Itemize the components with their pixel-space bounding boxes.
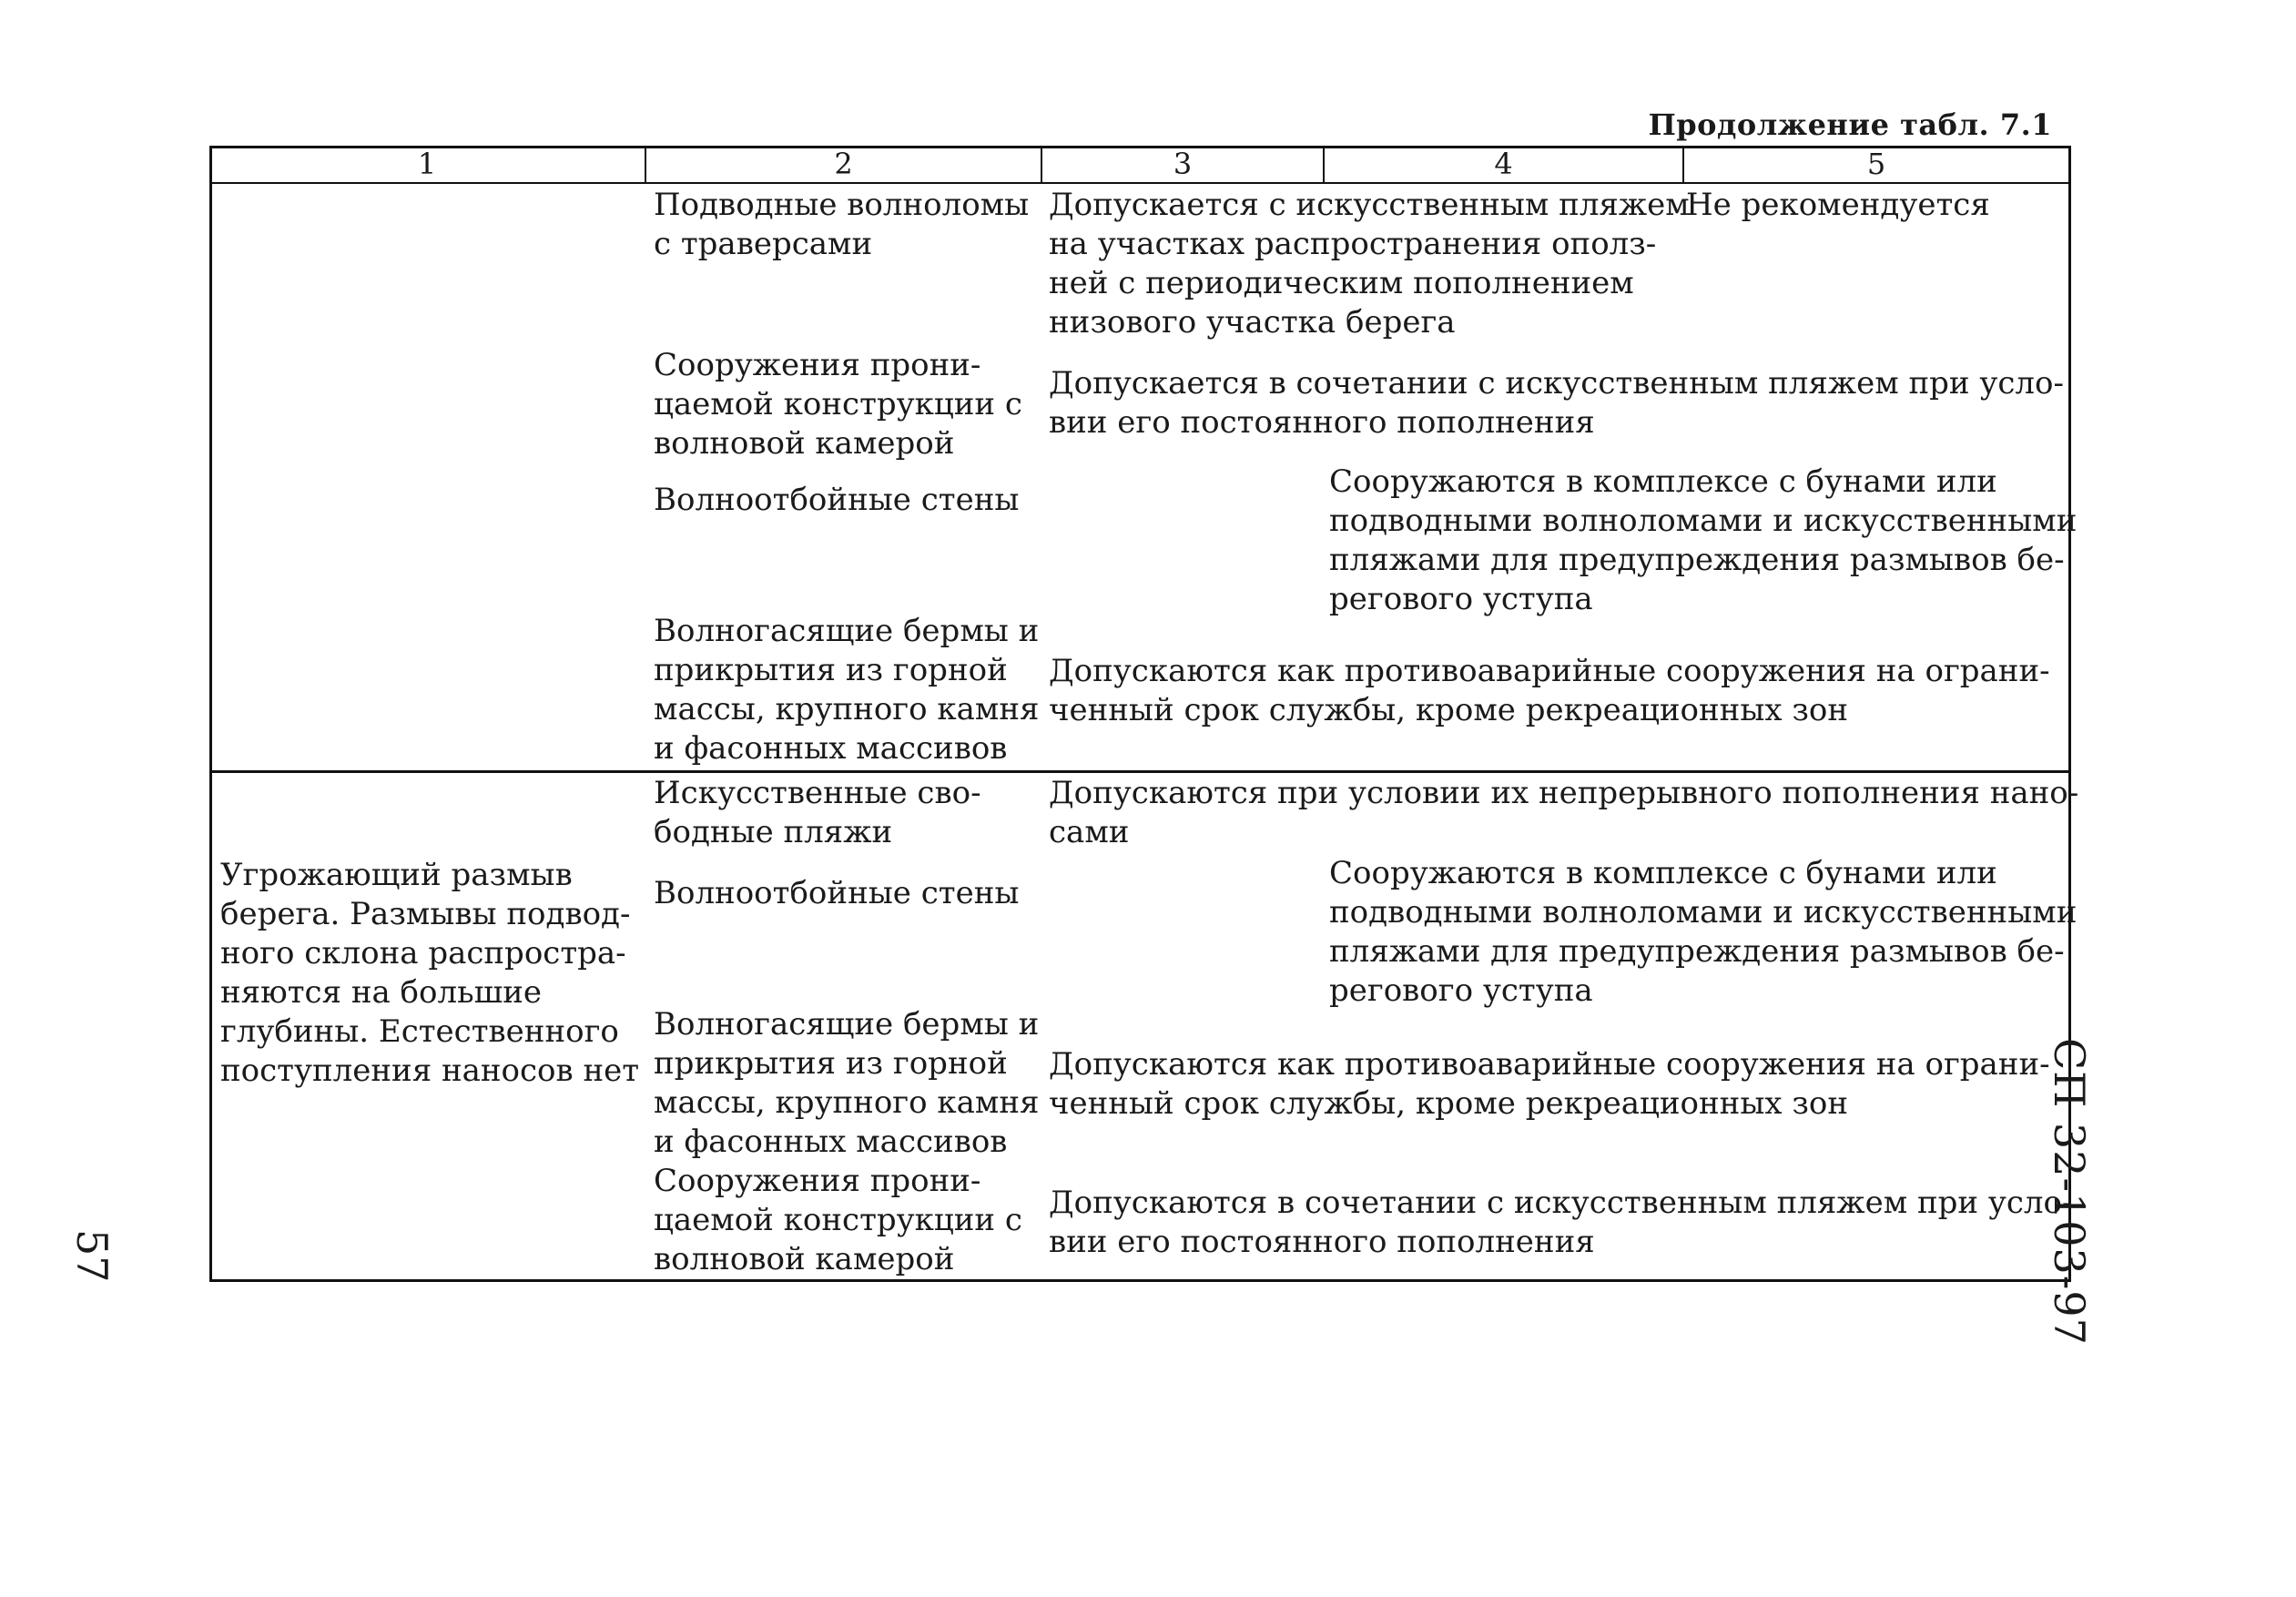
text-line: массы, крупного камня bbox=[654, 691, 1040, 727]
text-line: Искусственные сво- bbox=[654, 775, 981, 811]
text-line: Волногасящие бермы и bbox=[654, 1006, 1040, 1043]
text-line: пляжами для предупреждения размывов бе- bbox=[1329, 542, 2065, 578]
text-line: Угрожающий размыв bbox=[220, 857, 573, 893]
text-line: Сооружения прони- bbox=[654, 347, 981, 383]
usage-cell-col3-5 bbox=[1049, 364, 2064, 442]
text-line: волновой камерой bbox=[654, 425, 955, 462]
text-line: ней с периодическим пополнением bbox=[1049, 265, 1634, 301]
text-line: пляжами для предупреждения размывов бе- bbox=[1329, 933, 2065, 970]
text-line: Допускаются как противоаварийные сооружения на ограни- bbox=[1049, 653, 2050, 689]
text-line: цаемой конструкции с bbox=[654, 1202, 1022, 1238]
usage-cell-col5 bbox=[1686, 186, 1990, 225]
measure-cell bbox=[654, 186, 1029, 264]
usage-cell-col4-5 bbox=[1329, 854, 2077, 1011]
text-line: массы, крупного камня bbox=[654, 1084, 1040, 1121]
text-line: и фасонных массивов bbox=[654, 1124, 1008, 1160]
usage-cell-col3-5 bbox=[1049, 774, 2078, 852]
text-line: волновой камерой bbox=[654, 1241, 955, 1277]
section-divider bbox=[209, 770, 2071, 773]
usage-cell-col3-5 bbox=[1049, 652, 2050, 730]
text-line: Волногасящие бермы и bbox=[654, 613, 1040, 649]
text-line: берега. Размывы подвод- bbox=[220, 896, 631, 932]
text-line: цаемой конструкции с bbox=[654, 386, 1022, 422]
table-bottom-border bbox=[209, 1279, 2071, 1282]
text-line: сами bbox=[1049, 814, 1130, 850]
text-line: Не рекомендуется bbox=[1686, 187, 1990, 223]
text-line: прикрытия из горной bbox=[654, 652, 1008, 688]
measure-cell bbox=[654, 1162, 1022, 1279]
document-code: СП 32-103-97 bbox=[2045, 1038, 2094, 1346]
header-col-2: 2 bbox=[834, 147, 853, 181]
measure-cell bbox=[654, 612, 1039, 768]
header-col-5: 5 bbox=[1866, 147, 1886, 181]
text-line: подводными волноломами и искусственными bbox=[1329, 503, 2078, 539]
usage-cell-col4-5 bbox=[1329, 463, 2077, 619]
text-line: Подводные волноломы bbox=[654, 187, 1030, 223]
text-line: и фасонных массивов bbox=[654, 730, 1008, 767]
header-col-3: 3 bbox=[1173, 147, 1193, 181]
text-line: Допускаются как противоаварийные сооружения на ограни- bbox=[1049, 1046, 2050, 1083]
text-line: ченный срок службы, кроме рекреационных зон bbox=[1049, 692, 1849, 728]
text-line: Допускается с искусственным пляжем bbox=[1049, 187, 1690, 223]
usage-cell-col3-5 bbox=[1049, 1184, 2072, 1262]
text-line: ченный срок службы, кроме рекреационных зон bbox=[1049, 1085, 1849, 1122]
text-line: прикрытия из горной bbox=[654, 1045, 1008, 1082]
text-line: низового участка берега bbox=[1049, 304, 1456, 341]
condition-cell bbox=[220, 856, 639, 1091]
header-col-4: 4 bbox=[1494, 147, 1513, 181]
text-line: на участках распространения ополз- bbox=[1049, 226, 1657, 262]
text-line: регового уступа bbox=[1329, 972, 1593, 1009]
text-line: бодные пляжи bbox=[654, 814, 893, 850]
continuation-label: Продолжение табл. 7.1 bbox=[1648, 107, 2052, 142]
text-line: глубины. Естественного bbox=[220, 1013, 619, 1050]
text-line: регового уступа bbox=[1329, 581, 1593, 617]
usage-cell-col3-5 bbox=[1049, 1045, 2050, 1124]
page-number: 57 bbox=[67, 1229, 117, 1283]
text-line: Сооружения прони- bbox=[654, 1163, 981, 1199]
text-line: с траверсами bbox=[654, 226, 873, 262]
text-line: поступления наносов нет bbox=[220, 1053, 640, 1089]
text-line: ного склона распростра- bbox=[220, 935, 626, 971]
measure-cell bbox=[654, 1005, 1039, 1162]
header-bottom-border bbox=[209, 182, 2071, 184]
table-left-border bbox=[209, 146, 212, 1282]
text-line: вии его постоянного пополнения bbox=[1049, 1224, 1595, 1260]
text-line: Сооружаются в комплексе с бунами или bbox=[1329, 855, 1997, 891]
text-line: Волноотбойные стены bbox=[654, 482, 1020, 518]
text-line: подводными волноломами и искусственными bbox=[1329, 894, 2078, 931]
text-line: вии его постоянного пополнения bbox=[1049, 404, 1595, 441]
text-line: Допускаются при условии их непрерывного пополнения нано- bbox=[1049, 775, 2079, 811]
measure-cell bbox=[654, 874, 1019, 913]
usage-cell-col3-4 bbox=[1049, 186, 1690, 342]
text-line: няются на большие bbox=[220, 974, 542, 1011]
measure-cell bbox=[654, 774, 981, 852]
header-col-1: 1 bbox=[417, 147, 437, 181]
text-line: Допускается в сочетании с искусственным пляжем при усло- bbox=[1049, 365, 2064, 402]
measure-cell bbox=[654, 346, 1022, 463]
text-line: Допускаются в сочетании с искусственным пляжем при усло- bbox=[1049, 1185, 2073, 1221]
text-line: Сооружаются в комплексе с бунами или bbox=[1329, 463, 1997, 500]
measure-cell bbox=[654, 481, 1019, 520]
text-line: Волноотбойные стены bbox=[654, 875, 1020, 911]
